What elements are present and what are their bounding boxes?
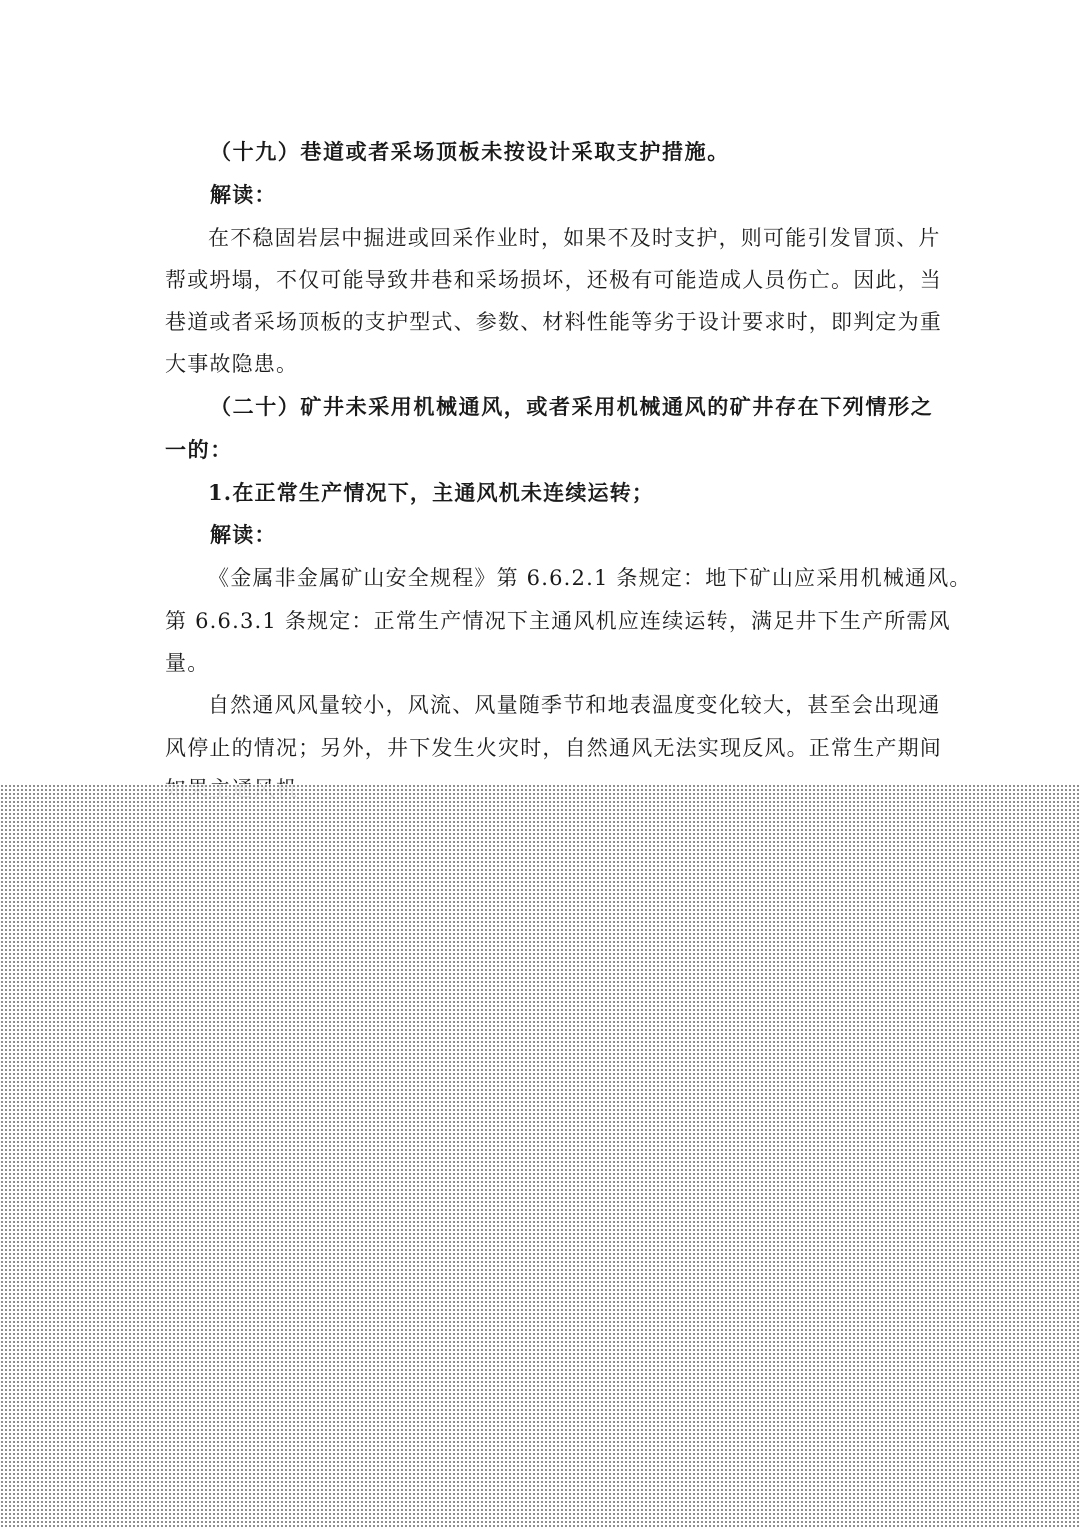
section-heading-20-cont: 一的： bbox=[165, 437, 233, 462]
section-heading-20: （二十）矿井未采用机械通风，或者采用机械通风的矿井存在下列情形之 bbox=[210, 394, 934, 419]
paragraph-line: 在不稳固岩层中掘进或回采作业时，如果不及时支护，则可能引发冒顶、片 bbox=[208, 226, 941, 250]
interpretation-label: 解读： bbox=[210, 522, 277, 547]
paragraph-line: 大事故隐患。 bbox=[165, 352, 299, 376]
paragraph-line: 第 6.6.3.1 条规定：正常生产情况下主通风机应连续运转，满足井下生产所需风 bbox=[165, 609, 951, 633]
paragraph-line: 自然通风风量较小，风流、风量随季节和地表温度变化较大，甚至会出现通 bbox=[208, 693, 941, 717]
paragraph-line: 量。 bbox=[165, 651, 210, 675]
paragraph-line: 风停止的情况；另外，井下发生火灾时，自然通风无法实现反风。正常生产期间 bbox=[165, 736, 942, 760]
subitem-heading: 1.在正常生产情况下，主通风机未连续运转； bbox=[208, 480, 655, 505]
paragraph-line: 巷道或者采场顶板的支护型式、参数、材料性能等劣于设计要求时，即判定为重 bbox=[165, 310, 942, 334]
dotted-overlay bbox=[0, 784, 1080, 1527]
interpretation-label: 解读： bbox=[210, 182, 277, 207]
paragraph-line: 帮或坍塌，不仅可能导致井巷和采场损坏，还极有可能造成人员伤亡。因此，当 bbox=[165, 268, 942, 292]
section-heading-19: （十九）巷道或者采场顶板未按设计采取支护措施。 bbox=[210, 139, 730, 164]
paragraph-line: 《金属非金属矿山安全规程》第 6.6.2.1 条规定：地下矿山应采用机械通风。 bbox=[208, 566, 972, 590]
